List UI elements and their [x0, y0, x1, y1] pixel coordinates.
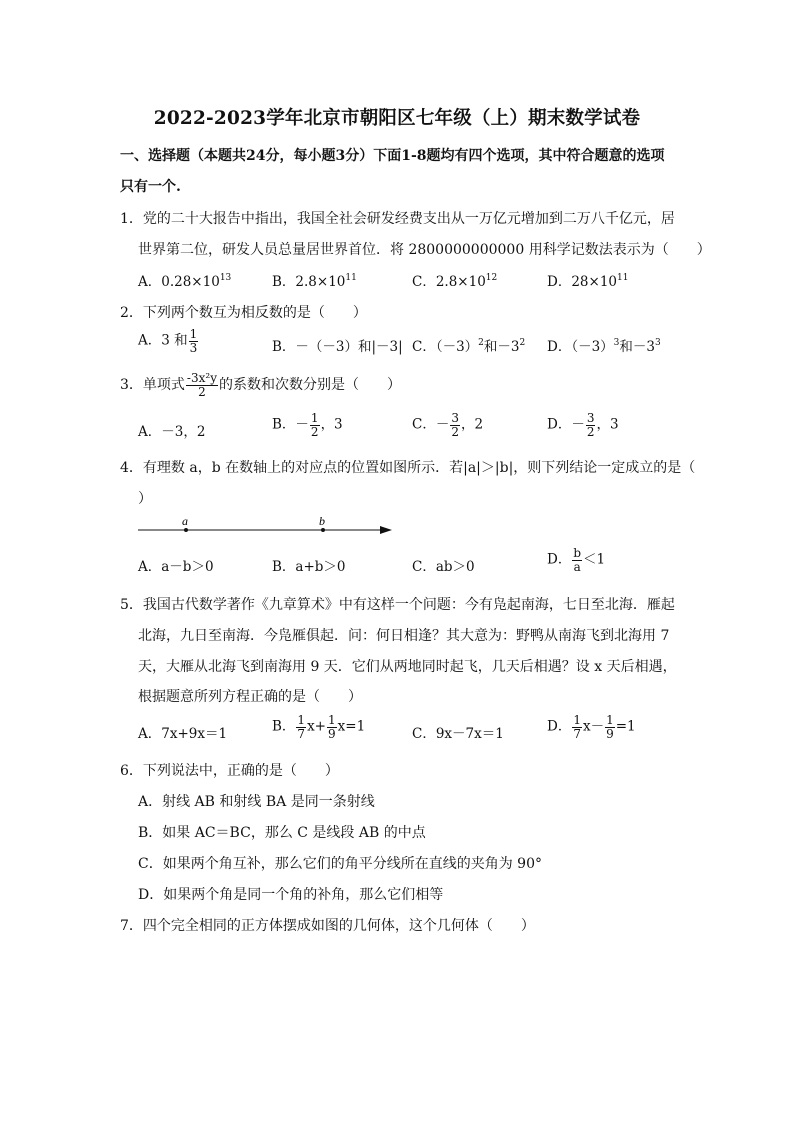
question-4-stem-cont: ） — [138, 491, 152, 507]
fraction: $\frac{3}{2}$ — [451, 411, 459, 439]
question-4-stem: 4．有理数 a，b 在数轴上的对应点的位置如图所示．若|a|＞|b|，则下列结论一定成立的是（ — [120, 460, 696, 476]
q2-option-a: A．3 和 $\frac{1}{3}$ — [138, 327, 198, 355]
q2-option-d: D．$(-3)^3$和$-3^3$ — [547, 338, 661, 355]
number-line-arrow — [380, 526, 392, 534]
question-1-stem-cont: 世界第二位，研发人员总量居世界首位．将 2800000000000 用科学记数法表示为（ ） — [138, 242, 711, 258]
page-title: 2022-2023学年北京市朝阳区七年级（上）期末数学试卷 — [153, 108, 641, 129]
fraction: $\frac{3}{2}$ — [586, 411, 595, 439]
question-7-stem: 7．四个完全相同的正方体摆成如图的几何体，这个几何体（ ） — [120, 918, 535, 934]
label-a: a — [182, 514, 188, 528]
question-5-stem-3: 天，大雁从北海飞到南海用 9 天．它们从两地同时起飞，几天后相遇？设 x 天后相遇， — [138, 659, 677, 675]
q3-option-d: D．－ $\frac{3}{2}$ ，3 — [547, 411, 619, 439]
question-5-stem-2: 北海，九日至南海．今凫雁俱起．问：何日相逢？其大意为：野鸭从南海飞到北海用 7 — [138, 628, 670, 644]
q3-option-b: B．－ $\frac{1}{2}$ ，3 — [272, 411, 343, 439]
fraction: $\frac{\text{-3x²y}}{2}$ — [186, 371, 217, 399]
section-heading-cont: 只有一个. — [120, 179, 181, 195]
label-b: b — [319, 514, 325, 528]
fraction: $\frac{1}{3}$ — [189, 327, 198, 355]
q6-option-a: A．射线 AB 和射线 BA 是同一条射线 — [138, 794, 375, 810]
q2-option-c: C．$(-3)^2$和$-3^2$ — [412, 338, 526, 355]
fraction: $\frac{1}{2}$ — [310, 411, 319, 439]
q4-option-b: B．a+b＞0 — [272, 559, 346, 575]
q1-option-c: C．$2.8\times 10^{12}$ — [412, 273, 498, 290]
question-2-stem: 2．下列两个数互为相反数的是（ ） — [120, 305, 367, 321]
q4-option-c: C．ab＞0 — [412, 559, 475, 575]
q6-option-b: B．如果 AC＝BC，那么 C 是线段 AB 的中点 — [138, 825, 426, 841]
q5-option-b: B． $\frac{1}{7}$ x+ $\frac{1}{9}$ x=1 — [272, 713, 366, 741]
q1-option-b: B．$2.8\times 10^{11}$ — [272, 273, 357, 290]
q5-option-c: C．9x－7x＝1 — [412, 726, 504, 742]
q1-option-a: A．$0.28\times 10^{13}$ — [138, 273, 232, 290]
q6-option-c: C．如果两个角互补，那么它们的角平分线所在直线的夹角为 90° — [138, 856, 542, 872]
section-heading: 一、选择题（本题共24分，每小题3分）下面1-8题均有四个选项，其中符合题意的选项 — [120, 148, 665, 164]
q2-option-b: B．－（－3）和|－3| — [272, 339, 403, 355]
q1-option-d: D．$28\times 10^{11}$ — [547, 273, 629, 290]
fraction: $\frac{1}{9}$ — [606, 713, 614, 741]
fraction: $\frac{1}{7}$ — [297, 713, 306, 741]
fraction: $\frac{1}{9}$ — [328, 713, 336, 741]
q5-option-a: A．7x+9x＝1 — [138, 726, 228, 742]
question-5-stem: 5．我国古代数学著作《九章算术》中有这样一个问题：今有凫起南海，七日至北海．雁起 — [120, 597, 675, 613]
q3-option-a: A．－3，2 — [138, 424, 206, 440]
point-a — [184, 528, 188, 532]
question-5-stem-4: 根据题意所列方程正确的是（ ） — [138, 689, 362, 705]
q4-option-a: A．a－b＞0 — [138, 559, 214, 575]
question-1-stem: 1．党的二十大报告中指出，我国全社会研发经费支出从一万亿元增加到二万八千亿元，居 — [120, 211, 675, 227]
question-3-stem: 3．单项式 $\frac{\text{-3x²y}}{2}$ 的系数和次数分别是（ ） — [120, 371, 401, 399]
q5-option-d: D． $\frac{1}{7}$ x－ $\frac{1}{9}$ =1 — [547, 713, 636, 741]
q4-option-d: D． $\frac{b}{a}$ ＜1 — [547, 546, 606, 574]
fraction: $\frac{1}{7}$ — [573, 713, 581, 741]
q3-option-c: C．－ $\frac{3}{2}$ ，2 — [412, 411, 484, 439]
question-6-stem: 6．下列说法中，正确的是（ ） — [120, 763, 339, 779]
fraction: $\frac{b}{a}$ — [573, 546, 582, 574]
number-line-figure — [136, 514, 398, 540]
q6-option-d: D．如果两个角是同一个角的补角，那么它们相等 — [138, 887, 444, 903]
point-b — [321, 528, 325, 532]
